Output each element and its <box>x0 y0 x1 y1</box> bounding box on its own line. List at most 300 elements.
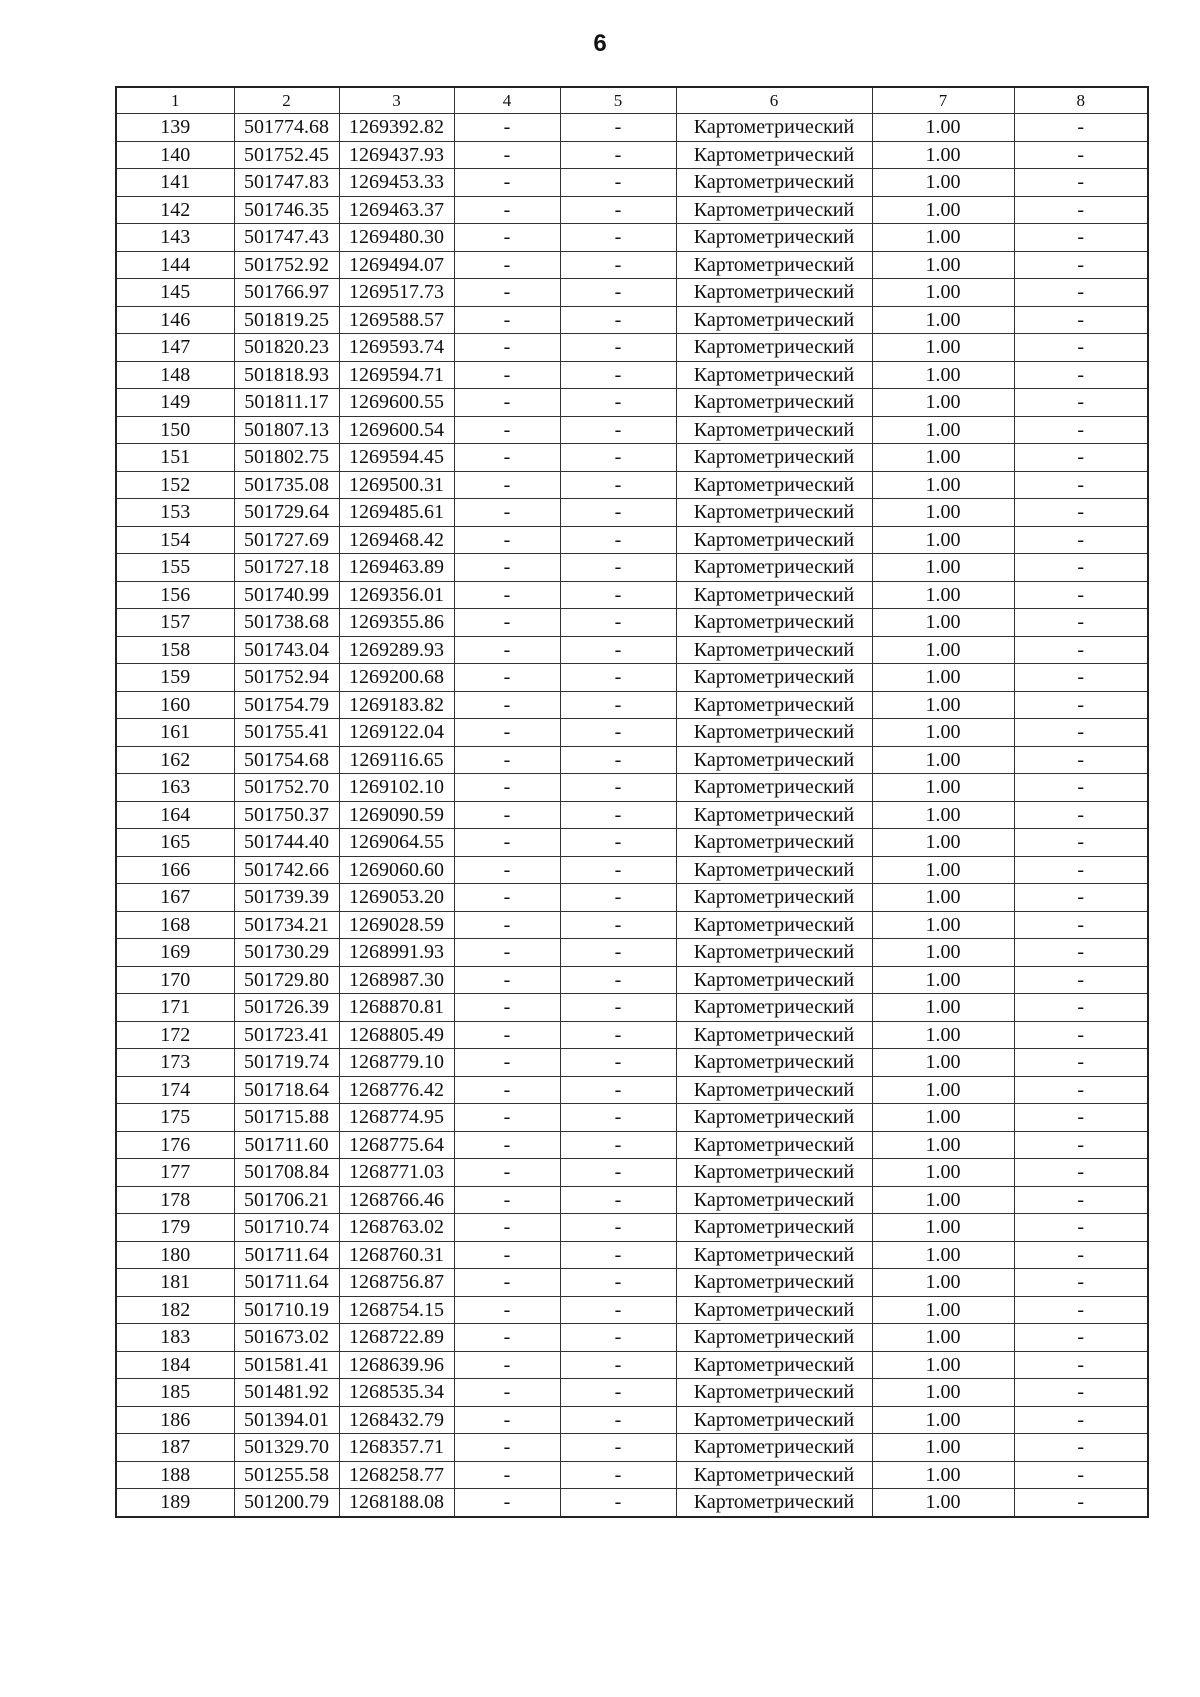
method-cell: Картометрический <box>676 774 872 802</box>
col5-cell: - <box>560 1021 676 1049</box>
point-number-cell: 182 <box>116 1296 234 1324</box>
table-row <box>116 224 1148 252</box>
col5-cell: - <box>560 911 676 939</box>
y-coordinate-cell: 1269090.59 <box>339 801 454 829</box>
x-coordinate-cell: 501723.41 <box>234 1021 339 1049</box>
method-cell: Картометрический <box>676 196 872 224</box>
point-number-cell: 141 <box>116 169 234 197</box>
col8-cell: - <box>1014 1186 1148 1214</box>
point-number-cell: 165 <box>116 829 234 857</box>
col8-cell: - <box>1014 691 1148 719</box>
table-row <box>116 1131 1148 1159</box>
table-row <box>116 141 1148 169</box>
method-cell: Картометрический <box>676 389 872 417</box>
accuracy-cell: 1.00 <box>872 1131 1014 1159</box>
col8-cell: - <box>1014 664 1148 692</box>
x-coordinate-cell: 501752.70 <box>234 774 339 802</box>
accuracy-cell: 1.00 <box>872 1049 1014 1077</box>
method-cell: Картометрический <box>676 499 872 527</box>
accuracy-cell: 1.00 <box>872 169 1014 197</box>
table-row <box>116 1351 1148 1379</box>
point-number-cell: 148 <box>116 361 234 389</box>
x-coordinate-cell: 501752.45 <box>234 141 339 169</box>
col5-cell: - <box>560 251 676 279</box>
point-number-cell: 144 <box>116 251 234 279</box>
table-row <box>116 1159 1148 1187</box>
col5-cell: - <box>560 856 676 884</box>
method-cell: Картометрический <box>676 1131 872 1159</box>
accuracy-cell: 1.00 <box>872 334 1014 362</box>
y-coordinate-cell: 1269594.71 <box>339 361 454 389</box>
method-cell: Картометрический <box>676 1159 872 1187</box>
accuracy-cell: 1.00 <box>872 609 1014 637</box>
point-number-cell: 179 <box>116 1214 234 1242</box>
y-coordinate-cell: 1268987.30 <box>339 966 454 994</box>
col8-cell: - <box>1014 1296 1148 1324</box>
point-number-cell: 142 <box>116 196 234 224</box>
col8-cell: - <box>1014 1021 1148 1049</box>
col4-cell: - <box>454 1131 560 1159</box>
table-row <box>116 361 1148 389</box>
x-coordinate-cell: 501742.66 <box>234 856 339 884</box>
point-number-cell: 177 <box>116 1159 234 1187</box>
table-row <box>116 251 1148 279</box>
method-cell: Картометрический <box>676 1324 872 1352</box>
col4-cell: - <box>454 1186 560 1214</box>
point-number-cell: 172 <box>116 1021 234 1049</box>
col5-cell: - <box>560 224 676 252</box>
col5-cell: - <box>560 389 676 417</box>
accuracy-cell: 1.00 <box>872 1186 1014 1214</box>
col5-cell: - <box>560 1324 676 1352</box>
col8-cell: - <box>1014 911 1148 939</box>
col4-cell: - <box>454 1076 560 1104</box>
col8-cell: - <box>1014 444 1148 472</box>
y-coordinate-cell: 1268776.42 <box>339 1076 454 1104</box>
y-coordinate-cell: 1269517.73 <box>339 279 454 307</box>
accuracy-cell: 1.00 <box>872 554 1014 582</box>
col8-cell: - <box>1014 884 1148 912</box>
y-coordinate-cell: 1269355.86 <box>339 609 454 637</box>
y-coordinate-cell: 1269356.01 <box>339 581 454 609</box>
y-coordinate-cell: 1269453.33 <box>339 169 454 197</box>
col4-cell: - <box>454 251 560 279</box>
point-number-cell: 189 <box>116 1489 234 1517</box>
col4-cell: - <box>454 1434 560 1462</box>
point-number-cell: 178 <box>116 1186 234 1214</box>
col8-cell: - <box>1014 719 1148 747</box>
col5-cell: - <box>560 1406 676 1434</box>
y-coordinate-cell: 1269053.20 <box>339 884 454 912</box>
point-number-cell: 173 <box>116 1049 234 1077</box>
column-header: 8 <box>1014 87 1148 114</box>
col5-cell: - <box>560 306 676 334</box>
col4-cell: - <box>454 1214 560 1242</box>
x-coordinate-cell: 501744.40 <box>234 829 339 857</box>
col5-cell: - <box>560 829 676 857</box>
accuracy-cell: 1.00 <box>872 1379 1014 1407</box>
column-header: 2 <box>234 87 339 114</box>
col4-cell: - <box>454 389 560 417</box>
accuracy-cell: 1.00 <box>872 774 1014 802</box>
col8-cell: - <box>1014 1076 1148 1104</box>
method-cell: Картометрический <box>676 1241 872 1269</box>
col8-cell: - <box>1014 746 1148 774</box>
point-number-cell: 174 <box>116 1076 234 1104</box>
table-row <box>116 196 1148 224</box>
y-coordinate-cell: 1268775.64 <box>339 1131 454 1159</box>
point-number-cell: 143 <box>116 224 234 252</box>
col8-cell: - <box>1014 1131 1148 1159</box>
method-cell: Картометрический <box>676 636 872 664</box>
point-number-cell: 158 <box>116 636 234 664</box>
col4-cell: - <box>454 1159 560 1187</box>
point-number-cell: 167 <box>116 884 234 912</box>
table-row <box>116 774 1148 802</box>
point-number-cell: 186 <box>116 1406 234 1434</box>
col5-cell: - <box>560 196 676 224</box>
x-coordinate-cell: 501739.39 <box>234 884 339 912</box>
accuracy-cell: 1.00 <box>872 1324 1014 1352</box>
col5-cell: - <box>560 1076 676 1104</box>
col5-cell: - <box>560 141 676 169</box>
point-number-cell: 146 <box>116 306 234 334</box>
y-coordinate-cell: 1268754.15 <box>339 1296 454 1324</box>
col8-cell: - <box>1014 609 1148 637</box>
col8-cell: - <box>1014 1489 1148 1517</box>
coordinates-table <box>115 86 1149 1518</box>
col4-cell: - <box>454 1379 560 1407</box>
col5-cell: - <box>560 884 676 912</box>
accuracy-cell: 1.00 <box>872 939 1014 967</box>
point-number-cell: 168 <box>116 911 234 939</box>
col8-cell: - <box>1014 1214 1148 1242</box>
method-cell: Картометрический <box>676 361 872 389</box>
method-cell: Картометрический <box>676 279 872 307</box>
point-number-cell: 151 <box>116 444 234 472</box>
y-coordinate-cell: 1268760.31 <box>339 1241 454 1269</box>
col4-cell: - <box>454 911 560 939</box>
point-number-cell: 147 <box>116 334 234 362</box>
y-coordinate-cell: 1268535.34 <box>339 1379 454 1407</box>
x-coordinate-cell: 501811.17 <box>234 389 339 417</box>
y-coordinate-cell: 1269289.93 <box>339 636 454 664</box>
accuracy-cell: 1.00 <box>872 306 1014 334</box>
accuracy-cell: 1.00 <box>872 691 1014 719</box>
accuracy-cell: 1.00 <box>872 1406 1014 1434</box>
x-coordinate-cell: 501734.21 <box>234 911 339 939</box>
method-cell: Картометрический <box>676 416 872 444</box>
y-coordinate-cell: 1269494.07 <box>339 251 454 279</box>
col4-cell: - <box>454 746 560 774</box>
col8-cell: - <box>1014 224 1148 252</box>
x-coordinate-cell: 501394.01 <box>234 1406 339 1434</box>
method-cell: Картометрический <box>676 1406 872 1434</box>
method-cell: Картометрический <box>676 141 872 169</box>
column-header: 6 <box>676 87 872 114</box>
table-row <box>116 939 1148 967</box>
col8-cell: - <box>1014 1104 1148 1132</box>
col4-cell: - <box>454 1489 560 1517</box>
column-header: 4 <box>454 87 560 114</box>
y-coordinate-cell: 1268763.02 <box>339 1214 454 1242</box>
point-number-cell: 161 <box>116 719 234 747</box>
table-row <box>116 1076 1148 1104</box>
col4-cell: - <box>454 1269 560 1297</box>
accuracy-cell: 1.00 <box>872 829 1014 857</box>
col4-cell: - <box>454 1104 560 1132</box>
accuracy-cell: 1.00 <box>872 801 1014 829</box>
col5-cell: - <box>560 554 676 582</box>
table-row <box>116 1021 1148 1049</box>
table-row <box>116 169 1148 197</box>
x-coordinate-cell: 501481.92 <box>234 1379 339 1407</box>
column-header: 5 <box>560 87 676 114</box>
col4-cell: - <box>454 939 560 967</box>
col4-cell: - <box>454 609 560 637</box>
col4-cell: - <box>454 334 560 362</box>
col8-cell: - <box>1014 801 1148 829</box>
table-row <box>116 1296 1148 1324</box>
point-number-cell: 183 <box>116 1324 234 1352</box>
col5-cell: - <box>560 334 676 362</box>
col5-cell: - <box>560 801 676 829</box>
x-coordinate-cell: 501718.64 <box>234 1076 339 1104</box>
col8-cell: - <box>1014 279 1148 307</box>
col8-cell: - <box>1014 526 1148 554</box>
y-coordinate-cell: 1269593.74 <box>339 334 454 362</box>
accuracy-cell: 1.00 <box>872 471 1014 499</box>
x-coordinate-cell: 501752.94 <box>234 664 339 692</box>
table-row <box>116 1379 1148 1407</box>
point-number-cell: 171 <box>116 994 234 1022</box>
x-coordinate-cell: 501735.08 <box>234 471 339 499</box>
col5-cell: - <box>560 1351 676 1379</box>
y-coordinate-cell: 1269102.10 <box>339 774 454 802</box>
col5-cell: - <box>560 499 676 527</box>
x-coordinate-cell: 501746.35 <box>234 196 339 224</box>
method-cell: Картометрический <box>676 609 872 637</box>
x-coordinate-cell: 501807.13 <box>234 416 339 444</box>
y-coordinate-cell: 1269060.60 <box>339 856 454 884</box>
y-coordinate-cell: 1269468.42 <box>339 526 454 554</box>
method-cell: Картометрический <box>676 169 872 197</box>
method-cell: Картометрический <box>676 1296 872 1324</box>
x-coordinate-cell: 501706.21 <box>234 1186 339 1214</box>
accuracy-cell: 1.00 <box>872 1241 1014 1269</box>
method-cell: Картометрический <box>676 994 872 1022</box>
y-coordinate-cell: 1268991.93 <box>339 939 454 967</box>
col8-cell: - <box>1014 636 1148 664</box>
table-row <box>116 471 1148 499</box>
col5-cell: - <box>560 719 676 747</box>
table-row <box>116 416 1148 444</box>
table-row <box>116 801 1148 829</box>
col8-cell: - <box>1014 196 1148 224</box>
y-coordinate-cell: 1269463.89 <box>339 554 454 582</box>
col8-cell: - <box>1014 554 1148 582</box>
table-row <box>116 884 1148 912</box>
col4-cell: - <box>454 1049 560 1077</box>
col5-cell: - <box>560 774 676 802</box>
col8-cell: - <box>1014 1461 1148 1489</box>
col4-cell: - <box>454 141 560 169</box>
col8-cell: - <box>1014 499 1148 527</box>
y-coordinate-cell: 1269594.45 <box>339 444 454 472</box>
col4-cell: - <box>454 279 560 307</box>
col8-cell: - <box>1014 1379 1148 1407</box>
point-number-cell: 160 <box>116 691 234 719</box>
point-number-cell: 139 <box>116 114 234 142</box>
col4-cell: - <box>454 361 560 389</box>
y-coordinate-cell: 1269116.65 <box>339 746 454 774</box>
table-row <box>116 1461 1148 1489</box>
accuracy-cell: 1.00 <box>872 416 1014 444</box>
table-row <box>116 389 1148 417</box>
method-cell: Картометрический <box>676 746 872 774</box>
accuracy-cell: 1.00 <box>872 856 1014 884</box>
col5-cell: - <box>560 966 676 994</box>
method-cell: Картометрический <box>676 1186 872 1214</box>
accuracy-cell: 1.00 <box>872 746 1014 774</box>
col4-cell: - <box>454 581 560 609</box>
method-cell: Картометрический <box>676 1076 872 1104</box>
accuracy-cell: 1.00 <box>872 1269 1014 1297</box>
method-cell: Картометрический <box>676 1351 872 1379</box>
point-number-cell: 175 <box>116 1104 234 1132</box>
point-number-cell: 154 <box>116 526 234 554</box>
col5-cell: - <box>560 1214 676 1242</box>
accuracy-cell: 1.00 <box>872 1434 1014 1462</box>
point-number-cell: 166 <box>116 856 234 884</box>
column-header: 7 <box>872 87 1014 114</box>
accuracy-cell: 1.00 <box>872 1351 1014 1379</box>
table-row <box>116 554 1148 582</box>
method-cell: Картометрический <box>676 664 872 692</box>
col8-cell: - <box>1014 141 1148 169</box>
x-coordinate-cell: 501820.23 <box>234 334 339 362</box>
y-coordinate-cell: 1269392.82 <box>339 114 454 142</box>
y-coordinate-cell: 1268756.87 <box>339 1269 454 1297</box>
table-row <box>116 994 1148 1022</box>
col4-cell: - <box>454 691 560 719</box>
accuracy-cell: 1.00 <box>872 1076 1014 1104</box>
table-row <box>116 499 1148 527</box>
method-cell: Картометрический <box>676 1104 872 1132</box>
x-coordinate-cell: 501752.92 <box>234 251 339 279</box>
x-coordinate-cell: 501711.60 <box>234 1131 339 1159</box>
col4-cell: - <box>454 1241 560 1269</box>
col8-cell: - <box>1014 581 1148 609</box>
x-coordinate-cell: 501715.88 <box>234 1104 339 1132</box>
y-coordinate-cell: 1268774.95 <box>339 1104 454 1132</box>
method-cell: Картометрический <box>676 939 872 967</box>
x-coordinate-cell: 501754.79 <box>234 691 339 719</box>
y-coordinate-cell: 1269463.37 <box>339 196 454 224</box>
accuracy-cell: 1.00 <box>872 664 1014 692</box>
x-coordinate-cell: 501711.64 <box>234 1269 339 1297</box>
col8-cell: - <box>1014 939 1148 967</box>
x-coordinate-cell: 501750.37 <box>234 801 339 829</box>
y-coordinate-cell: 1268722.89 <box>339 1324 454 1352</box>
x-coordinate-cell: 501200.79 <box>234 1489 339 1517</box>
col4-cell: - <box>454 994 560 1022</box>
method-cell: Картометрический <box>676 251 872 279</box>
accuracy-cell: 1.00 <box>872 1296 1014 1324</box>
col4-cell: - <box>454 169 560 197</box>
col5-cell: - <box>560 1296 676 1324</box>
point-number-cell: 152 <box>116 471 234 499</box>
table-row <box>116 334 1148 362</box>
point-number-cell: 181 <box>116 1269 234 1297</box>
y-coordinate-cell: 1269064.55 <box>339 829 454 857</box>
col5-cell: - <box>560 1159 676 1187</box>
point-number-cell: 169 <box>116 939 234 967</box>
col5-cell: - <box>560 664 676 692</box>
method-cell: Картометрический <box>676 1269 872 1297</box>
x-coordinate-cell: 501730.29 <box>234 939 339 967</box>
table-row <box>116 719 1148 747</box>
point-number-cell: 157 <box>116 609 234 637</box>
method-cell: Картометрический <box>676 911 872 939</box>
col5-cell: - <box>560 1104 676 1132</box>
x-coordinate-cell: 501727.18 <box>234 554 339 582</box>
accuracy-cell: 1.00 <box>872 141 1014 169</box>
page-number: 6 <box>593 30 607 57</box>
table-row <box>116 1406 1148 1434</box>
col5-cell: - <box>560 471 676 499</box>
method-cell: Картометрический <box>676 1021 872 1049</box>
y-coordinate-cell: 1269183.82 <box>339 691 454 719</box>
table-row <box>116 609 1148 637</box>
y-coordinate-cell: 1269600.54 <box>339 416 454 444</box>
table-row <box>116 279 1148 307</box>
col8-cell: - <box>1014 471 1148 499</box>
x-coordinate-cell: 501708.84 <box>234 1159 339 1187</box>
y-coordinate-cell: 1269437.93 <box>339 141 454 169</box>
method-cell: Картометрический <box>676 1379 872 1407</box>
col8-cell: - <box>1014 1324 1148 1352</box>
y-coordinate-cell: 1268805.49 <box>339 1021 454 1049</box>
y-coordinate-cell: 1269500.31 <box>339 471 454 499</box>
table-row <box>116 1269 1148 1297</box>
accuracy-cell: 1.00 <box>872 636 1014 664</box>
col8-cell: - <box>1014 829 1148 857</box>
point-number-cell: 187 <box>116 1434 234 1462</box>
table-row <box>116 664 1148 692</box>
col8-cell: - <box>1014 1269 1148 1297</box>
col5-cell: - <box>560 691 676 719</box>
point-number-cell: 155 <box>116 554 234 582</box>
col5-cell: - <box>560 1186 676 1214</box>
column-header: 3 <box>339 87 454 114</box>
x-coordinate-cell: 501710.19 <box>234 1296 339 1324</box>
col8-cell: - <box>1014 1159 1148 1187</box>
method-cell: Картометрический <box>676 1049 872 1077</box>
accuracy-cell: 1.00 <box>872 444 1014 472</box>
x-coordinate-cell: 501754.68 <box>234 746 339 774</box>
y-coordinate-cell: 1268771.03 <box>339 1159 454 1187</box>
method-cell: Картометрический <box>676 691 872 719</box>
point-number-cell: 156 <box>116 581 234 609</box>
table-row <box>116 526 1148 554</box>
col5-cell: - <box>560 1269 676 1297</box>
col5-cell: - <box>560 1049 676 1077</box>
col4-cell: - <box>454 1021 560 1049</box>
method-cell: Картометрический <box>676 884 872 912</box>
y-coordinate-cell: 1268779.10 <box>339 1049 454 1077</box>
x-coordinate-cell: 501738.68 <box>234 609 339 637</box>
